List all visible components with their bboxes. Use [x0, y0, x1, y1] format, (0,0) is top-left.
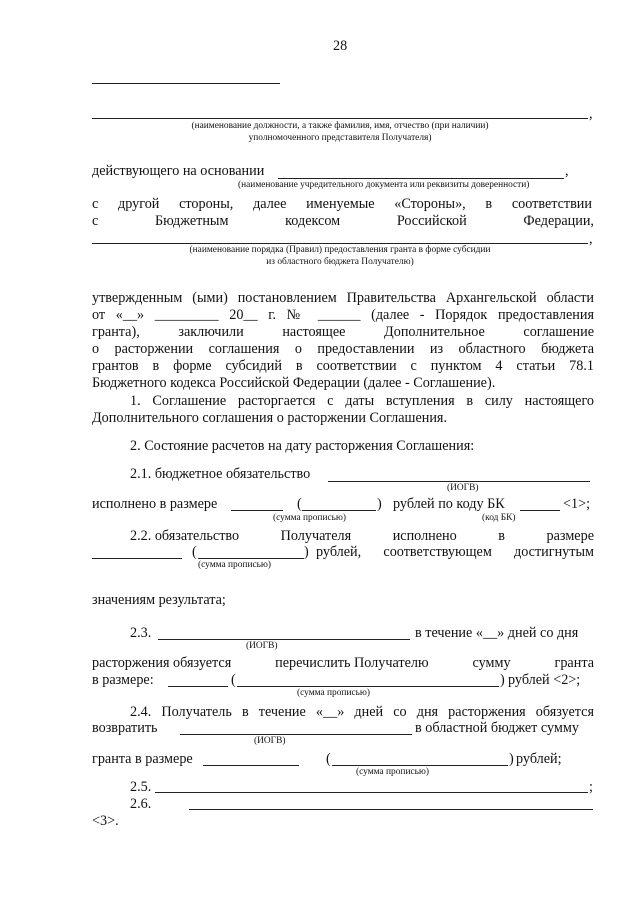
clause-2-2-line-1: [130, 528, 594, 545]
blank-line: [189, 809, 593, 810]
blank-line: [328, 481, 590, 482]
acting-basis-text: действующего на основании: [92, 163, 265, 179]
caption-document: (наименование учредительного документа или реквизиты доверенности): [238, 180, 530, 190]
word: именуемые: [306, 196, 375, 212]
caption-sum: (сумма прописью): [273, 513, 347, 523]
blank-line: [237, 686, 499, 687]
word: кодексом: [285, 213, 341, 229]
clause-2-2-line-2: рублей, соответствующем достигнутым: [316, 544, 594, 560]
paren-open: (: [231, 672, 236, 688]
caption-sum: (сумма прописью): [356, 767, 430, 777]
word: с: [92, 213, 99, 229]
code-line: [92, 213, 594, 230]
comma: ,: [565, 163, 569, 179]
blank-line: [158, 639, 410, 640]
approved-line-6: Бюджетного кодекса Российской Федерации (далее - Соглашение).: [92, 375, 496, 391]
clause-2-4-rubles: рублей;: [516, 751, 562, 767]
approved-line-4: о расторжении соглашения о предоставлении из областного бюджета: [92, 341, 594, 357]
clause-2-5-number: 2.5.: [130, 779, 152, 795]
blank-line: [302, 510, 376, 511]
word: с: [92, 196, 99, 212]
word: Российской: [396, 213, 467, 229]
clause-2-1-bk: рублей по коду БК: [393, 496, 505, 512]
caption-official-2: уполномоченного представителя Получателя): [248, 133, 432, 143]
word: перечислить Получателю: [275, 655, 429, 671]
clause-2-1-text: 2.1. бюджетное обязательство: [130, 466, 311, 482]
blank-line: [92, 558, 182, 559]
word: сумму: [472, 655, 511, 671]
paren-close: ): [500, 672, 505, 688]
blank-line: [168, 686, 228, 687]
caption-iogv: (ИОГВ): [254, 736, 286, 746]
paren-close: ): [509, 751, 514, 767]
blank-line: [92, 83, 280, 84]
blank-line: [278, 178, 564, 179]
comma: ,: [589, 106, 593, 122]
blank-line: [180, 734, 412, 735]
paren-close: ): [304, 544, 309, 560]
approved-line-2: от «__» _________ 20__ г. № ______ (далее - Порядок предоставления: [92, 307, 594, 323]
caption-procedure: (наименование порядка (Правил) предоставления гранта в форме субсидии: [189, 245, 491, 255]
clause-2-3-text: в течение «__» дней со дня: [415, 625, 579, 641]
blank-line: [520, 510, 560, 511]
footnote-3: <3>.: [92, 813, 119, 829]
approved-line-3: гранта), заключили настоящее Дополнительное соглашение: [92, 324, 594, 340]
blank-line: [198, 558, 304, 559]
blank-line: [92, 243, 588, 244]
paren-open: (: [297, 496, 302, 512]
word: размере: [546, 528, 594, 544]
clause-2-heading: 2. Состояние расчетов на дату расторжения Соглашения:: [130, 438, 475, 454]
clause-2-4-grant: гранта в размере: [92, 751, 193, 767]
clause-2-6-number: 2.6.: [130, 796, 152, 812]
caption-bk: (код БК): [482, 513, 516, 523]
word: расторжения обязуется: [92, 655, 232, 671]
caption-iogv: (ИОГВ): [447, 483, 479, 493]
word: Бюджетным: [154, 213, 229, 229]
word: в: [498, 528, 505, 544]
clause-2-4-return: возвратить: [92, 720, 158, 736]
approved-line-5: грантов в форме субсидий в соответствии с пунктом 4 статьи 78.1: [92, 358, 594, 374]
approved-line-1: утвержденным (ыми) постановлением Правительства Архангельской области: [92, 290, 594, 306]
other-side-line: [92, 196, 592, 213]
clause-2-2-line-3: значениям результата;: [92, 592, 226, 608]
clause-2-4-budget: в областной бюджет сумму: [415, 720, 579, 736]
word: «Стороны»,: [394, 196, 466, 212]
clause-1-line-2: Дополнительного соглашения о расторжении Соглашения.: [92, 410, 447, 426]
caption-sum: (сумма прописью): [297, 688, 371, 698]
clause-2-3-line-2: [92, 655, 594, 672]
blank-line: [332, 765, 508, 766]
paren-open: (: [192, 544, 197, 560]
word: другой: [118, 196, 160, 212]
page-number: 28: [333, 38, 348, 54]
clause-2-4-line-1: 2.4. Получатель в течение «__» дней со дня расторжения обязуется: [130, 704, 594, 720]
footnote-2: рублей <2>;: [508, 672, 581, 688]
footnote-1: <1>;: [563, 496, 591, 512]
clause-2-3-size: в размере:: [92, 672, 154, 688]
blank-line: [92, 118, 588, 119]
word: гранта: [554, 655, 594, 671]
paren-open: (: [326, 751, 331, 767]
blank-line: [203, 765, 299, 766]
caption-official: (наименование должности, а также фамилия, имя, отчество (при наличии): [191, 121, 489, 131]
semicolon: ;: [589, 779, 593, 795]
word: соответствии: [511, 196, 592, 212]
comma: ,: [589, 231, 593, 247]
paren-close: ): [377, 496, 382, 512]
word: исполнено: [392, 528, 457, 544]
clause-2-1-executed: исполнено в размере: [92, 496, 218, 512]
word: стороны,: [179, 196, 234, 212]
caption-procedure-2: из областного бюджета Получателю): [266, 257, 414, 267]
caption-iogv: (ИОГВ): [246, 641, 278, 651]
clause-1-line-1: 1. Соглашение расторгается с даты вступления в силу настоящего: [130, 393, 594, 409]
blank-line: [231, 510, 283, 511]
caption-sum: (сумма прописью): [198, 560, 272, 570]
word: далее: [253, 196, 287, 212]
word: 2.2. обязательство: [130, 528, 240, 544]
word: в: [485, 196, 493, 212]
blank-line: [155, 792, 588, 793]
clause-2-3-number: 2.3.: [130, 625, 152, 641]
word: Федерации,: [523, 213, 594, 229]
word: Получателя: [280, 528, 352, 544]
